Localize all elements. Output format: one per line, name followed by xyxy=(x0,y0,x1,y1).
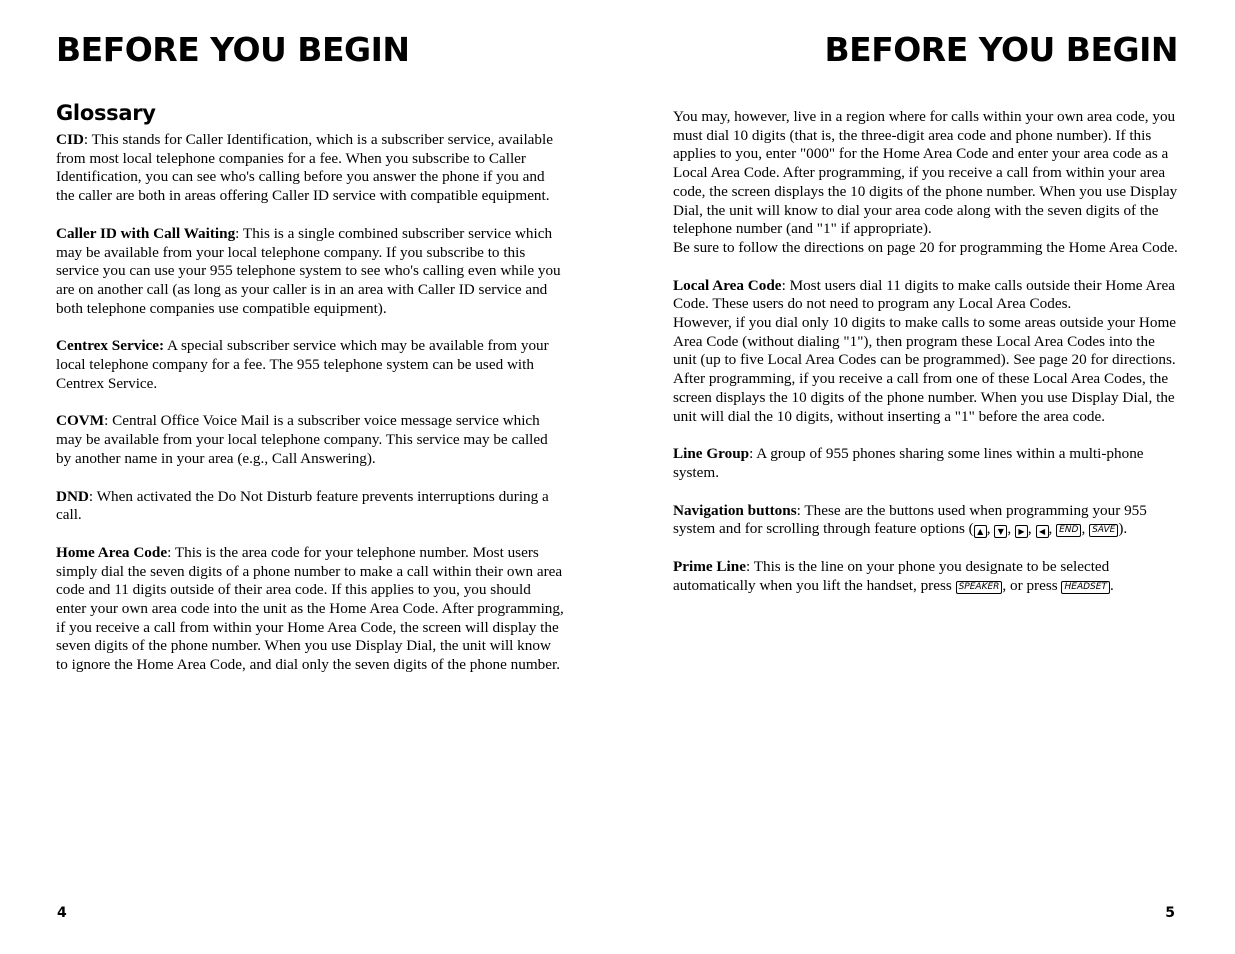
definition: : This stands for Caller Identification, which is a subscriber service, available from most local telephone companies for a fee. When you subscribe to Caller Identification, you can see who's calling before you answer the phone if you and the caller are both in areas offering Caller ID service with compatible equipment. xyxy=(56,131,553,205)
definition: : These are the buttons used when programming your 955 system and for scrolling through feature options ( xyxy=(673,501,1147,538)
left-arrow-key-icon: ◀ xyxy=(1036,525,1049,538)
term: Caller ID with Call Waiting xyxy=(56,224,236,242)
definition: : A group of 955 phones sharing some lines within a multi-phone system. xyxy=(673,445,1144,481)
glossary-entry-prime-line xyxy=(673,558,1181,595)
save-key-icon: SAVE xyxy=(1089,524,1118,537)
term: Line Group xyxy=(673,445,750,463)
definition: : Central Office Voice Mail is a subscriber voice message service which may be available from your local telephone company. This service may be called by another name in your area (e.g., Call Answering). xyxy=(56,412,548,467)
headset-key-icon: HEADSET xyxy=(1061,581,1109,594)
up-arrow-key-icon: ▲ xyxy=(974,525,987,538)
term: COVM xyxy=(56,412,105,430)
definition: A special subscriber service which may be available from your local telephone company for a fee. The 955 telephone system can be used with Centrex Service. xyxy=(56,337,549,392)
paragraph: However, if you dial only 10 digits to make calls to some areas outside your Home Area Code (without dialing "1"), then program these Local Area Codes into the unit (up to five Local Area Codes can be programmed). See page 20 for directions. xyxy=(673,314,1177,369)
right-arrow-key-icon: ▶ xyxy=(1015,525,1028,538)
left-column xyxy=(56,100,564,694)
definition: : Most users dial 11 digits to make calls outside their Home Area Code. These users do not need to program any Local Area Codes. xyxy=(673,276,1175,313)
definition: : This is a single combined subscriber service which may be available from your local telephone company. If you subscribe to this service you can use your 955 telephone system to see who's calling even while you are on another call (as long as your caller is in an area with Caller ID service and both telephone companies use compatible equipment). xyxy=(56,224,561,317)
right-column xyxy=(673,108,1181,614)
separator: , xyxy=(1048,520,1057,538)
separator: , xyxy=(1027,520,1036,538)
glossary-title: Glossary xyxy=(56,101,156,125)
text-end: . xyxy=(1109,576,1114,594)
home-area-code-continued xyxy=(673,108,1181,258)
paragraph: You may, however, live in a region where for calls within your own area code, you must dial 10 digits (that is, the three-digit area code and phone number). If this applies to you, enter "000" for the Home Area Code and enter your area code as a Local Area Code. After programming, if you receive a call from within your area code, the screen displays the 10 digits of the phone number. When you use Display Dial, the unit will know to dial your area code along with the seven digits of the telephone number (and "1" if appropriate). xyxy=(673,108,1178,238)
speaker-key-icon: SPEAKER xyxy=(956,581,1003,594)
page-header-right: BEFORE YOU BEGIN xyxy=(824,30,1178,69)
term: CID xyxy=(56,131,84,148)
definition: : When activated the Do Not Disturb feature prevents interruptions during a call. xyxy=(56,487,549,524)
separator: , xyxy=(1007,520,1015,538)
paragraph: After programming, if you receive a call from one of these Local Area Codes, the screen displays the 10 digits of the phone number. When you use Display Dial, the unit will dial the 10 digits, without inserting a "1" before the area code. xyxy=(673,370,1175,425)
glossary-entry-centrex xyxy=(56,337,564,393)
glossary-entry-caller-id-call-waiting xyxy=(56,225,564,319)
page-header-left: BEFORE YOU BEGIN xyxy=(56,30,410,69)
term: DND xyxy=(56,487,89,505)
paragraph: Be sure to follow the directions on page 20 for programming the Home Area Code. xyxy=(673,238,1178,256)
separator: , xyxy=(1081,520,1090,538)
down-arrow-key-icon: ▼ xyxy=(994,525,1007,538)
glossary-entry-line-group xyxy=(673,445,1181,482)
term: Centrex Service: xyxy=(56,337,165,355)
term: Local Area Code xyxy=(673,276,782,294)
separator: , xyxy=(986,520,995,538)
glossary-entry-home-area-code xyxy=(56,544,564,675)
term: Navigation buttons xyxy=(673,501,797,519)
page-number-right: 5 xyxy=(1165,905,1175,921)
closing: ). xyxy=(1118,520,1128,538)
glossary-entry-dnd xyxy=(56,488,564,525)
end-key-icon: END xyxy=(1056,524,1081,537)
glossary-entry-covm xyxy=(56,412,564,468)
page-number-left: 4 xyxy=(57,905,67,921)
term: Prime Line xyxy=(673,558,746,576)
glossary-entry-local-area-code xyxy=(673,277,1181,427)
glossary-entry-cid xyxy=(56,131,564,206)
definition: : This is the area code for your telephone number. Most users simply dial the seven digits of a phone number to make a call within their own area code and 11 digits outside of their area code. If this applies to you, you should enter your own area code into the unit as the Home Area Code. After programming, if you receive a call from within your Home Area Code, the screen will display the seven digits of the phone number. When you use Display Dial, the unit will know to ignore the Home Area Code, and dial only the seven digits of the phone number. xyxy=(56,543,564,674)
term: Home Area Code xyxy=(56,543,168,561)
definition: : This is the line on your phone you designate to be selected automatically when you lift the handset, press xyxy=(673,558,1110,594)
text-between: , or press xyxy=(1002,576,1062,594)
glossary-entry-navigation-buttons xyxy=(673,502,1181,539)
